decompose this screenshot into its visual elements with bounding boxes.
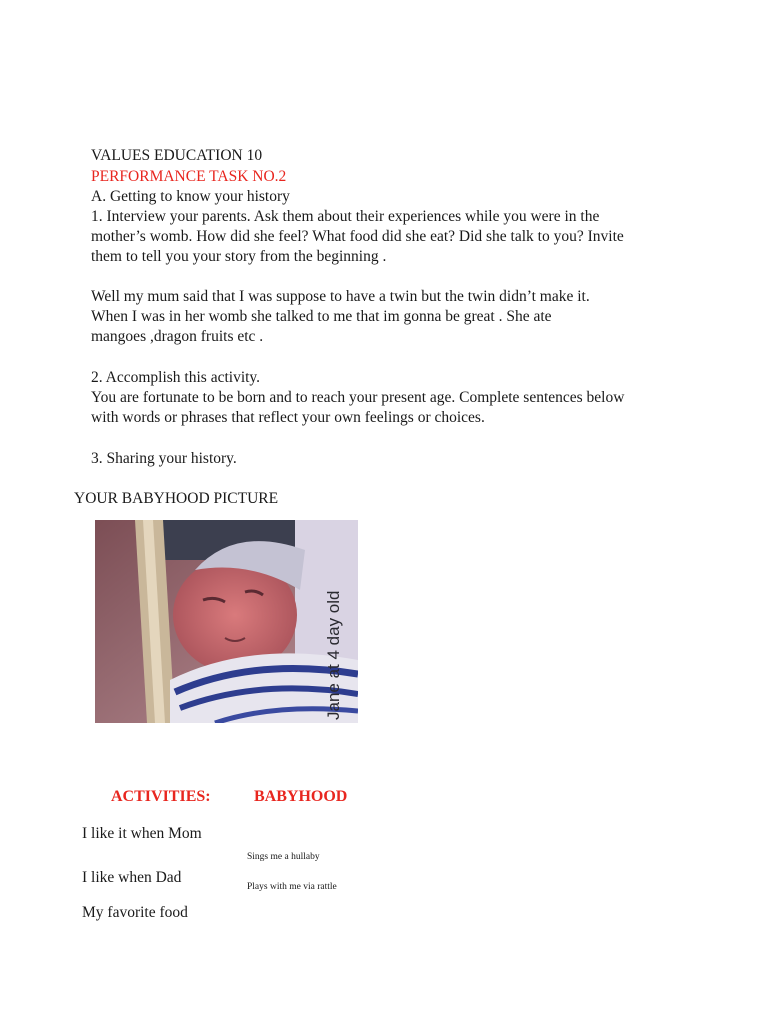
question-2-line: 2. Accomplish this activity. [91, 369, 261, 386]
question-3: 3. Sharing your history. [91, 450, 237, 467]
question-1-line: 1. Interview your parents. Ask them about their experiences while you were in the [91, 208, 600, 225]
question-1-line: them to tell you your story from the beginning . [91, 248, 387, 265]
task-title: PERFORMANCE TASK NO.2 [91, 168, 287, 185]
question-1-line: mother’s womb. How did she feel? What food did she eat? Did she talk to you? Invite [91, 228, 624, 245]
prompt-dad: I like when Dad [82, 869, 182, 886]
activities-header: ACTIVITIES: [111, 788, 211, 805]
answer-1-line: mangoes ,dragon fruits etc . [91, 328, 264, 345]
picture-heading: YOUR BABYHOOD PICTURE [74, 490, 279, 507]
prompt-mom: I like it when Mom [82, 825, 202, 842]
subject-title: VALUES EDUCATION 10 [91, 147, 263, 164]
babyhood-photo [95, 520, 358, 723]
babyhood-header: BABYHOOD [254, 788, 348, 805]
answer-1-line: When I was in her womb she talked to me that im gonna be great . She ate [91, 308, 552, 325]
prompt-food: My favorite food [82, 904, 188, 921]
answer-dad: Plays with me via rattle [247, 882, 337, 892]
answer-1-line: Well my mum said that I was suppose to have a twin but the twin didn’t make it. [91, 288, 590, 305]
question-2-line: You are fortunate to be born and to reach your present age. Complete sentences below [91, 389, 625, 406]
answer-mom: Sings me a hullaby [247, 852, 320, 862]
section-a-heading: A. Getting to know your history [91, 188, 290, 205]
question-2-line: with words or phrases that reflect your own feelings or choices. [91, 409, 485, 426]
photo-caption: Jane at 4 day old [324, 590, 343, 720]
